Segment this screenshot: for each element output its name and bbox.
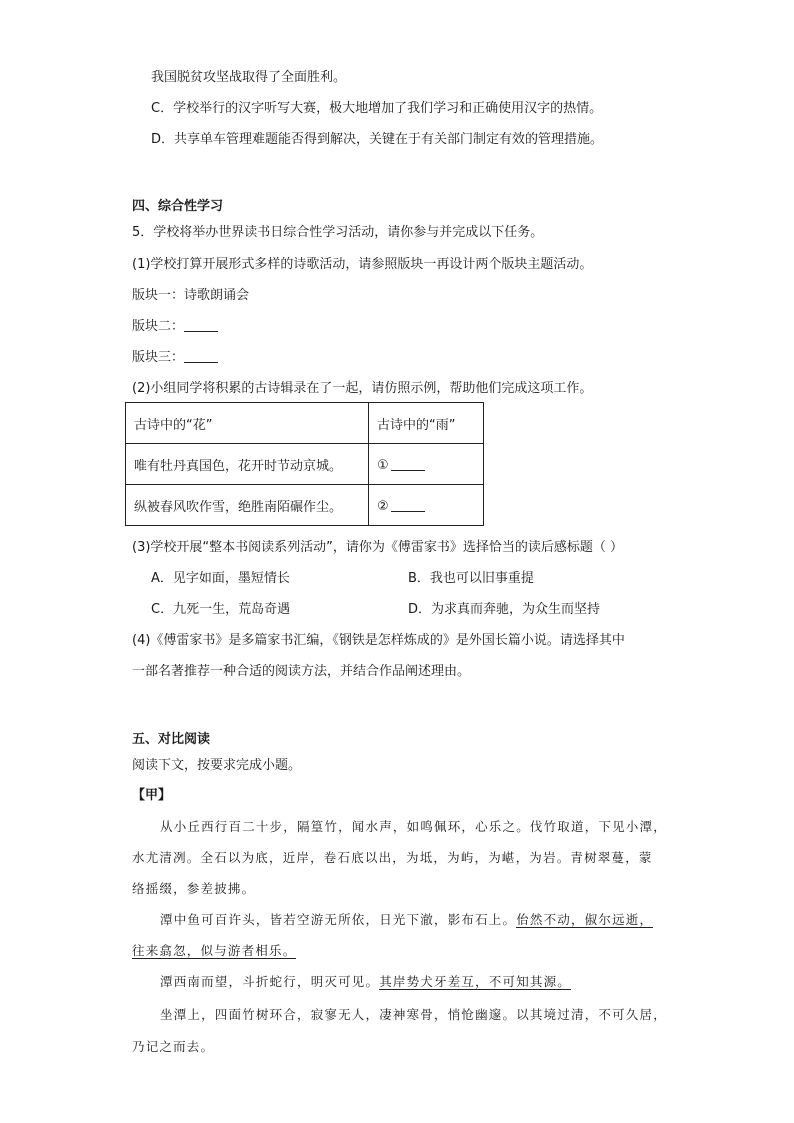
- table-cell-answer-2: [369, 485, 484, 526]
- option-a: A．见字如面，墨短情长: [151, 571, 290, 586]
- jia-label: 【甲】: [132, 788, 172, 803]
- block2-blank[interactable]: [184, 317, 218, 332]
- section4-heading: 四、综合性学习: [132, 199, 224, 214]
- passage-p2-text: 潭中鱼可百许头，皆若空游无所依，日光下澈，影布石上。: [160, 912, 517, 927]
- table-header-rain: 古诗中的“雨”: [369, 403, 484, 444]
- passage-p4-line2: 乃记之而去。: [132, 1039, 215, 1054]
- passage-p3: [160, 972, 571, 992]
- passage-p1-line1: 从小丘西行百二十步，隔篁竹，闻水声，如鸣佩环，心乐之。伐竹取道，下见小潭，: [160, 819, 667, 834]
- passage-p1-line2: 水尤清冽。全石以为底，近岸，卷石底以出，为坻，为屿，为嵁，为岩。青树翠蔓，蒙: [132, 850, 653, 865]
- table-cell-answer-1: [369, 444, 484, 485]
- table-cell-poem-2: 纵被春风吹作雪，绝胜南陌碾作尘。: [126, 485, 369, 526]
- table-header-flower: 古诗中的“花”: [126, 403, 369, 444]
- q4-option-d: D．共享单车管理难题能否得到解决，关键在于有关部门制定有效的管理措施。: [151, 132, 604, 147]
- q5-sub4-line2: 一部名著推荐一种合适的阅读方法，并结合作品阐述理由。: [132, 664, 471, 679]
- q5-sub3: (3)学校开展“整本书阅读系列活动”，请你为《傅雷家书》选择恰当的读后感标题（ ）: [132, 540, 624, 555]
- q4-option-c: C．学校举行的汉字听写大赛，极大地增加了我们学习和正确使用汉字的热情。: [151, 101, 603, 116]
- passage-p4-line1: 坐潭上，四面竹树环合，寂寥无人，凄神寒骨，悄怆幽邃。以其境过清，不可久居，: [160, 1007, 667, 1022]
- q5-sub1: (1)学校打算开展形式多样的诗歌活动，请参照版块一再设计两个版块主题活动。: [132, 257, 593, 272]
- block2-line: [132, 317, 218, 337]
- table-cell-poem-1: 唯有牡丹真国色，花开时节动京城。: [126, 444, 369, 485]
- q5-sub2: (2)小组同学将积累的古诗辑录在了一起，请仿照示例，帮助他们完成这项工作。: [132, 381, 593, 396]
- table-row: [126, 444, 484, 485]
- block3-blank[interactable]: [184, 348, 218, 363]
- block2-label: 版块二：: [132, 319, 185, 334]
- passage-p2-underlined-2: 往来翕忽，似与游者相乐。: [132, 943, 297, 958]
- q4-line-a2: 我国脱贫攻坚战取得了全面胜利。: [151, 70, 347, 85]
- q5-stem: 5．学校将举办世界读书日综合性学习活动，请你参与并完成以下任务。: [132, 225, 544, 240]
- section5-heading: 五、对比阅读: [132, 732, 211, 747]
- option-d: D．为求真而奔驰，为众生而坚持: [408, 602, 601, 617]
- table-row: [126, 485, 484, 526]
- passage-p3-underlined: 其岸势犬牙差互，不可知其源。: [379, 974, 572, 989]
- passage-p2-line1: [160, 910, 653, 930]
- poem-table: [125, 402, 484, 526]
- answer-1-blank[interactable]: [391, 456, 425, 471]
- option-c: C．九死一生，荒岛奇遇: [151, 602, 291, 617]
- section5-instruction: 阅读下文，按要求完成小题。: [132, 758, 302, 773]
- passage-p2-line2: [132, 941, 296, 961]
- answer-2-blank[interactable]: [391, 497, 425, 512]
- block1: 版块一：诗歌朗诵会: [132, 288, 250, 303]
- block3-label: 版块三：: [132, 350, 185, 365]
- passage-p3-text: 潭西南而望，斗折蛇行，明灭可见。: [160, 974, 380, 989]
- q5-sub4-line1: (4)《傅雷家书》是多篇家书汇编，《钢铁是怎样炼成的》是外国长篇小说。请选择其中: [132, 633, 625, 648]
- table-row: [126, 403, 484, 444]
- answer-1-marker: ①: [377, 457, 389, 473]
- block3-line: [132, 348, 218, 368]
- passage-p1-line3: 络摇缀，参差披拂。: [132, 881, 256, 896]
- passage-p2-underlined-1: 佁然不动，俶尔远逝，: [516, 912, 654, 927]
- answer-2-marker: ②: [377, 498, 389, 514]
- option-b: B．我也可以旧事重提: [408, 571, 534, 586]
